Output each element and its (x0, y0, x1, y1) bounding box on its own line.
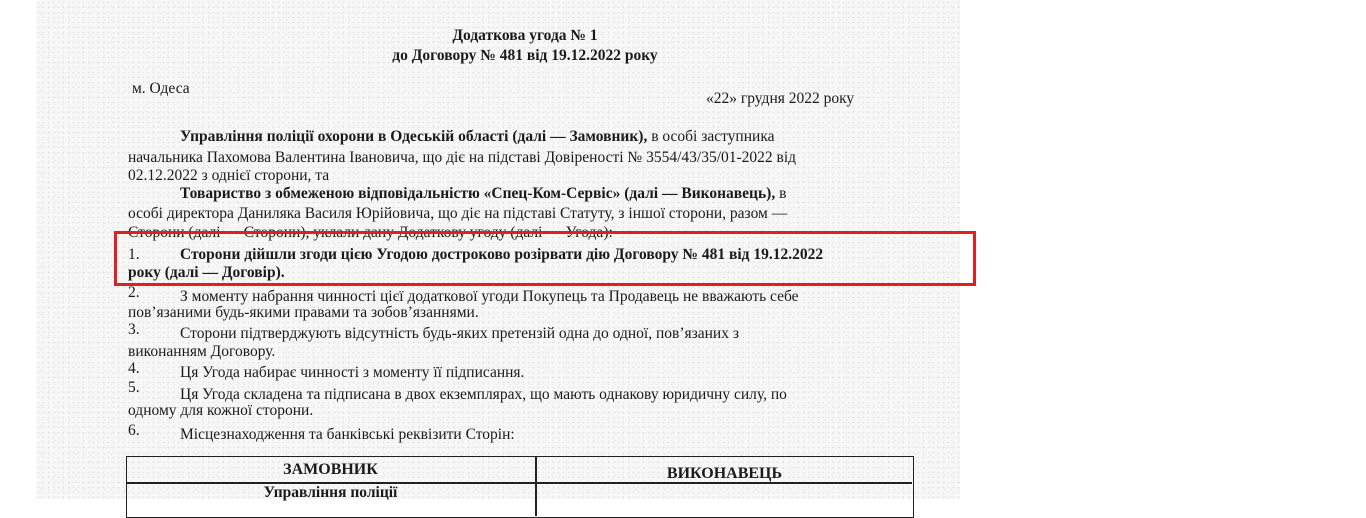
clause-2-line1: З моменту набрання чинності цієї додаткової угоди Покупець та Продавець не вважають себе (180, 288, 799, 305)
clause-5-number: 5. (128, 379, 140, 396)
document-subtitle: до Договору № 481 від 19.12.2022 року (392, 47, 658, 64)
party2-line2: особі директора Даниляка Василя Юрійовича, що діє на підставі Статуту, з іншої сторони, разом — (128, 205, 788, 222)
party2-line1 (180, 185, 786, 203)
party1-line2: начальника Пахомова Валентина Івановича, що діє на підставі Довіреності № 3554/43/35/01-2022 від (128, 149, 797, 166)
party2-rest: в (779, 185, 787, 202)
document-city: м. Одеса (132, 80, 190, 97)
clause-1-number: 1. (128, 246, 140, 263)
clause-3-line1: Сторони підтверджують відсутність будь-яких претензій одна до одної, пов’язаних з (180, 325, 739, 342)
clause-3-number: 3. (128, 321, 140, 338)
party2-line3: Сторони (далі — Сторони), уклали дану Додаткову угоду (далі — Угода): (128, 224, 613, 241)
clause-4-number: 4. (128, 360, 140, 377)
party1-line3: 02.12.2022 з однієї сторони, та (128, 167, 330, 184)
table-header-customer: ЗАМОВНИК (283, 461, 378, 478)
party1-name: Управління поліції охорони в Одеській області (далі — Замовник), (180, 128, 648, 145)
party2-name: Товариство з обмеженою відповідальністю «Спец-Ком-Сервіс» (далі — Виконавець), (180, 185, 776, 202)
clause-6-number: 6. (128, 422, 140, 439)
clause-1-highlight-box (114, 231, 976, 286)
table-header-contractor: ВИКОНАВЕЦЬ (666, 465, 783, 482)
document-date: «22» грудня 2022 року (706, 90, 855, 107)
clause-6-line1: Місцезнаходження та банківські реквізити Сторін: (180, 426, 515, 443)
clause-2-line2: пов’язаними будь-якими правами та зобов’язаннями. (128, 304, 479, 321)
clause-5-line2: одному для кожної сторони. (128, 402, 314, 419)
clause-1-line2: року (далі — Договір). (128, 264, 285, 281)
clause-2-number: 2. (128, 284, 140, 301)
party1-line1 (180, 128, 775, 146)
clause-3-line2: виконанням Договору. (128, 343, 276, 360)
party1-rest: в особі заступника (651, 128, 775, 145)
table-cell-customer: Управління поліції (263, 484, 398, 501)
clause-4-line1: Ця Угода набирає чинності з моменту її підписання. (180, 364, 525, 381)
clause-5-line1: Ця Угода складена та підписана в двох екземплярах, що мають однакову юридичну силу, по (180, 386, 787, 403)
clause-1-line1: Сторони дійшли згоди цією Угодою достроково розірвати дію Договору № 481 від 19.12.2022 (180, 246, 824, 263)
document-title: Додаткова угода № 1 (452, 27, 598, 44)
